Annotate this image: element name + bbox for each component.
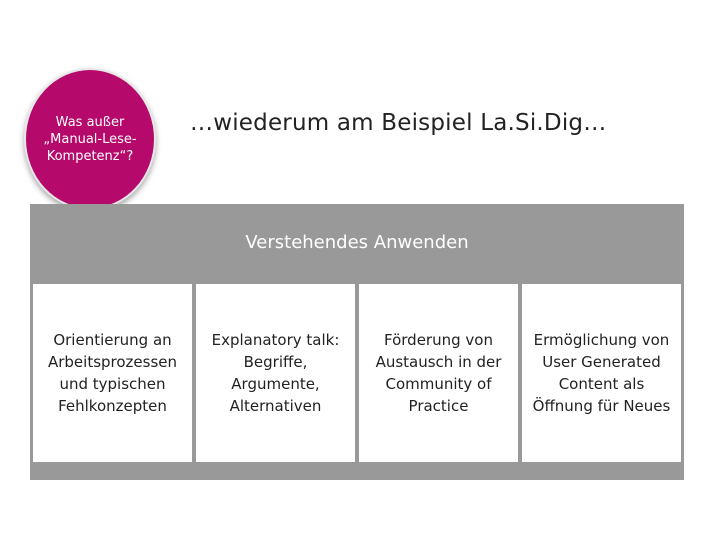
question-bubble — [24, 68, 156, 210]
column-cell — [33, 284, 192, 462]
column-cell — [196, 284, 355, 462]
columns-row — [33, 284, 681, 462]
column-cell — [522, 284, 681, 462]
column-cell — [359, 284, 518, 462]
column-text: Ermöglichung von User Generated Content als Öffnung für Neues — [532, 331, 671, 415]
slide-title: …wiederum am Beispiel La.Si.Dig… — [190, 110, 607, 136]
content-panel — [30, 204, 684, 480]
column-text: Förderung von Austausch in der Community of Practice — [375, 331, 502, 415]
column-text: Explanatory talk: Begriffe, Argumente, Alternativen — [211, 331, 340, 415]
panel-header: Verstehendes Anwenden — [245, 231, 469, 253]
bubble-text: Was außer „Manual-Lese- Kompetenz“? — [43, 114, 137, 164]
column-text: Orientierung an Arbeitsprozessen und typischen Fehlkonzepten — [47, 331, 178, 415]
